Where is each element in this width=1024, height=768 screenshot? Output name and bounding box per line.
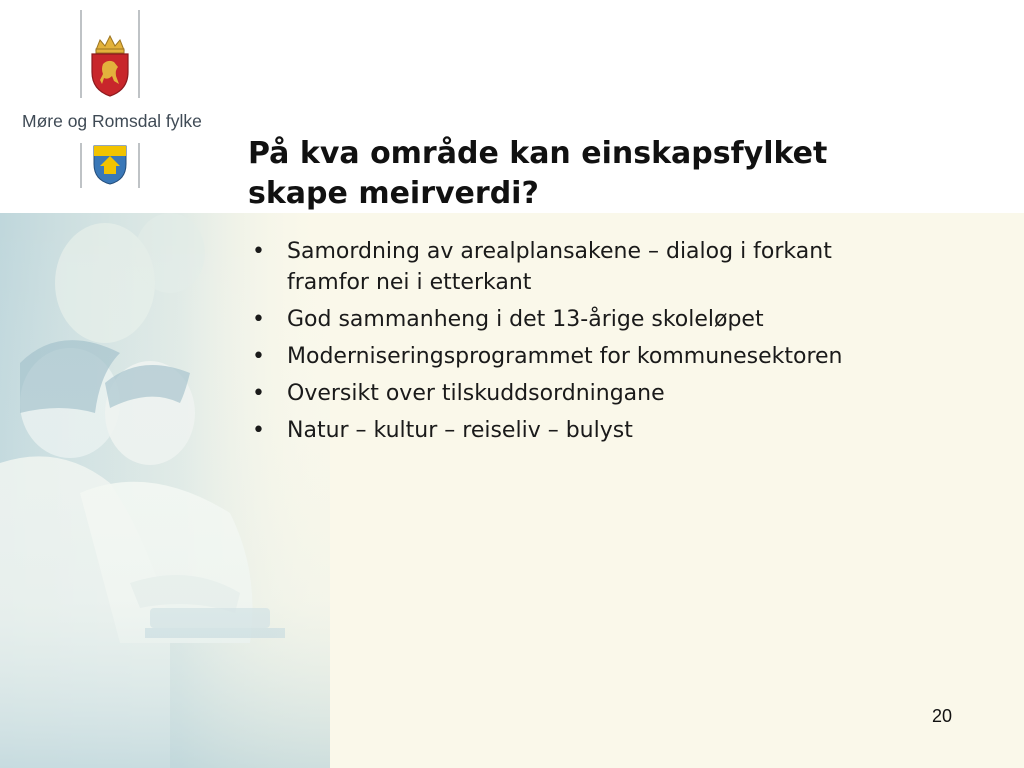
bullet-text-line: Samordning av arealplansakene – dialog i forkant: [287, 239, 832, 264]
bullet-list: [252, 236, 972, 452]
county-crest-icon: [92, 144, 128, 186]
bullet-item: [252, 378, 972, 409]
bullet-dot-icon: •: [252, 307, 265, 332]
bullet-item: [252, 415, 972, 446]
logo-divider-left-lower: [80, 143, 82, 188]
bullet-dot-icon: •: [252, 344, 265, 369]
bullet-item: [252, 304, 972, 335]
bullet-text-line: Moderniseringsprogrammet for kommunesektoren: [287, 344, 843, 369]
bullet-dot-icon: •: [252, 418, 265, 443]
logo-divider-right-lower: [138, 143, 140, 188]
page-number: 20: [932, 706, 953, 726]
bullet-text-line: Oversikt over tilskuddsordningane: [287, 381, 665, 406]
slide-title-line: skape meirverdi?: [248, 176, 539, 211]
organization-name: Møre og Romsdal fylke: [22, 111, 202, 131]
organization-logo: [0, 0, 230, 200]
bullet-text-line: framfor nei i etterkant: [287, 270, 532, 295]
bullet-dot-icon: •: [252, 239, 265, 264]
bullet-item: [252, 236, 972, 298]
logo-divider-left: [80, 10, 82, 98]
slide-title-line: På kva område kan einskapsfylket: [248, 136, 828, 171]
bullet-item: [252, 341, 972, 372]
norwegian-lion-crest-icon: [88, 34, 132, 98]
bullet-dot-icon: •: [252, 381, 265, 406]
bullet-text-line: God sammanheng i det 13-årige skoleløpet: [287, 307, 764, 332]
slide-title: [248, 134, 948, 214]
logo-divider-right: [138, 10, 140, 98]
bullet-text-line: Natur – kultur – reiseliv – bulyst: [287, 418, 633, 443]
